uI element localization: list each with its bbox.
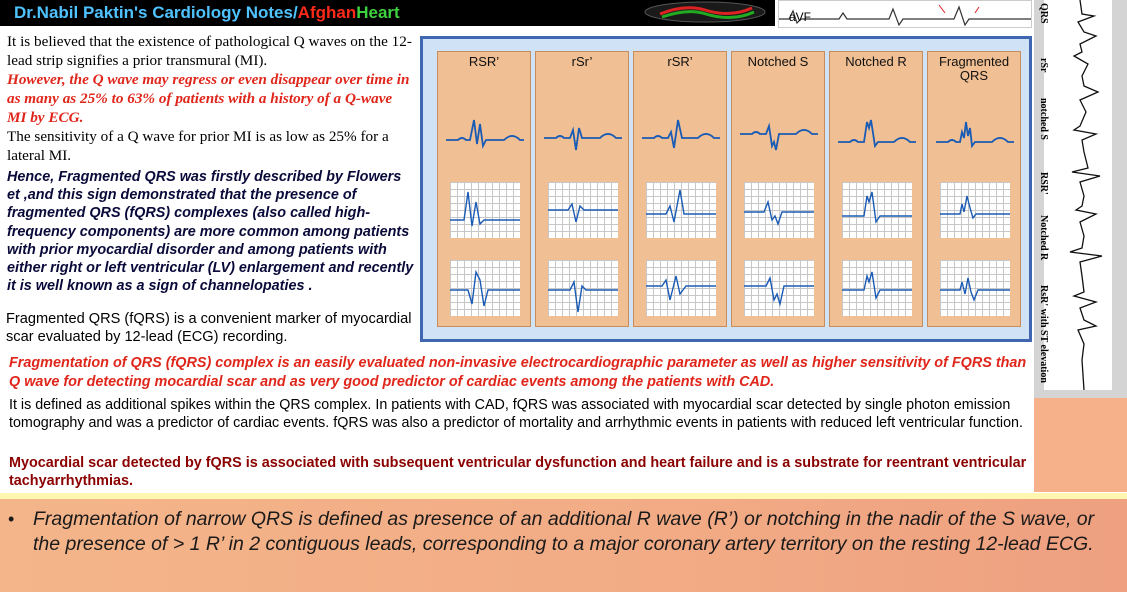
fqrs-morphology-figure — [420, 36, 1032, 342]
fqrs-sensitivity-paragraph: Fragmentation of QRS (fQRS) complex is an easily evaluated non-invasive electrocardiographic parameter as well as higher sensitivity of FQRS than Q wave for detecting mocardial scar and as very good predictor of cardiac events among the patients with CAD. — [9, 355, 1027, 390]
ecg-lead-strip — [778, 0, 1032, 28]
intro-paragraph — [7, 32, 412, 165]
bullet-point: • — [8, 509, 15, 529]
figure-column-notched-s — [731, 51, 825, 327]
ecg-grid — [842, 260, 912, 316]
figure-column-rsr-prime — [633, 51, 727, 327]
q-wave-regress-note: However, the Q wave may regress or even disappear over time in as many as 25% to 63% of patients with a history of a Q-wave MI by ECG. — [7, 71, 410, 126]
brand-afghan: Afghan — [297, 3, 357, 22]
ecg-grid — [940, 182, 1010, 238]
schematic-wave — [836, 114, 918, 154]
schematic-wave — [934, 114, 1016, 154]
brand-heart: Heart — [356, 3, 400, 22]
schematic-wave — [738, 114, 820, 154]
strip-label-qrs: QRS — [1038, 3, 1049, 24]
fqrs-marker-paragraph: Fragmented QRS (fQRS) is a convenient marker of myocardial scar evaluated by 12-lead (ECG) recording. — [6, 311, 412, 345]
fqrs-scar-paragraph: Myocardial scar detected by fQRS is associated with subsequent ventricular dysfunction and heart failure and is a substrate for reentrant ventricular tachyarrhythmias. — [9, 455, 1027, 490]
ecg-grid — [940, 260, 1010, 316]
q-wave-statement: It is believed that the existence of pathological Q waves on the 12-lead strip signifies a prior transmural (MI). — [7, 33, 412, 69]
ecg-grid — [842, 182, 912, 238]
column-label: rSR’ — [667, 54, 693, 69]
column-label: Notched R — [845, 54, 907, 69]
ecg-grid — [744, 182, 814, 238]
q-wave-sensitivity: The sensitivity of a Q wave for prior MI is as low as 25% for a lateral MI. — [7, 128, 389, 164]
ecg-grid — [450, 260, 520, 316]
ecg-grid — [450, 182, 520, 238]
ecg-grid — [646, 260, 716, 316]
vertical-ecg-strip — [1044, 0, 1112, 390]
column-label: RSR’ — [468, 54, 500, 69]
narrow-qrs-definition: Fragmentation of narrow QRS is defined as presence of an additional R wave (R’) or notching in the nadir of the S wave, or the presence of > 1 R’ in 2 contiguous leads, corresponding to a major coronary artery territory on the resting 12-lead ECG. — [33, 508, 1095, 555]
ecg-grid — [548, 260, 618, 316]
ecg-grid — [744, 260, 814, 316]
ecg-grid — [548, 182, 618, 238]
strip-label-rsr-prime: RSR' — [1038, 172, 1049, 195]
figure-column-fragmented-qrs — [927, 51, 1021, 327]
strip-label-rsr-st-elevation: RsR' with ST elevation — [1038, 285, 1049, 383]
page-title — [14, 3, 400, 23]
schematic-wave — [640, 114, 722, 154]
strip-label-notched-s: notched S — [1038, 98, 1049, 140]
decorative-orange-block — [1034, 398, 1127, 492]
title-prefix: Dr.Nabil Paktin's Cardiology Notes/ — [14, 3, 298, 22]
fqrs-history-paragraph: Hence, Fragmented QRS was firstly described by Flowers et ,and this sign demonstrated that the presence of fragmented QRS (fQRS) complexes (also called high-frequency components) are more common among patients with prior myocardial disorder and among patients with either right or left ventricular (LV) enlargement and recently it is well known as a sign of channelopaties . — [7, 169, 414, 295]
schematic-wave — [542, 114, 624, 154]
figure-column-rsr — [437, 51, 531, 327]
figure-column-rsr-small — [535, 51, 629, 327]
strip-label-rsr: rSr — [1038, 58, 1049, 73]
schematic-wave — [444, 114, 526, 154]
column-label: Fragmented QRS — [938, 54, 1010, 83]
lead-label-avf: aVF — [789, 10, 812, 24]
column-label: Notched S — [747, 54, 809, 69]
ecg-grid — [646, 182, 716, 238]
fqrs-definition-paragraph: It is defined as additional spikes within the QRS complex. In patients with CAD, fQRS was associated with myocardial scar detected by single photon emission tomography and was a predictor of cardiac events. fQRS was also a predictor of mortality and arrhythmic events in patients with reduced left ventricular function. — [9, 397, 1023, 432]
afghanheart-logo — [640, 0, 770, 24]
strip-label-notched-r: Notched R — [1038, 215, 1049, 261]
figure-column-notched-r — [829, 51, 923, 327]
column-label: rSr’ — [571, 54, 593, 69]
